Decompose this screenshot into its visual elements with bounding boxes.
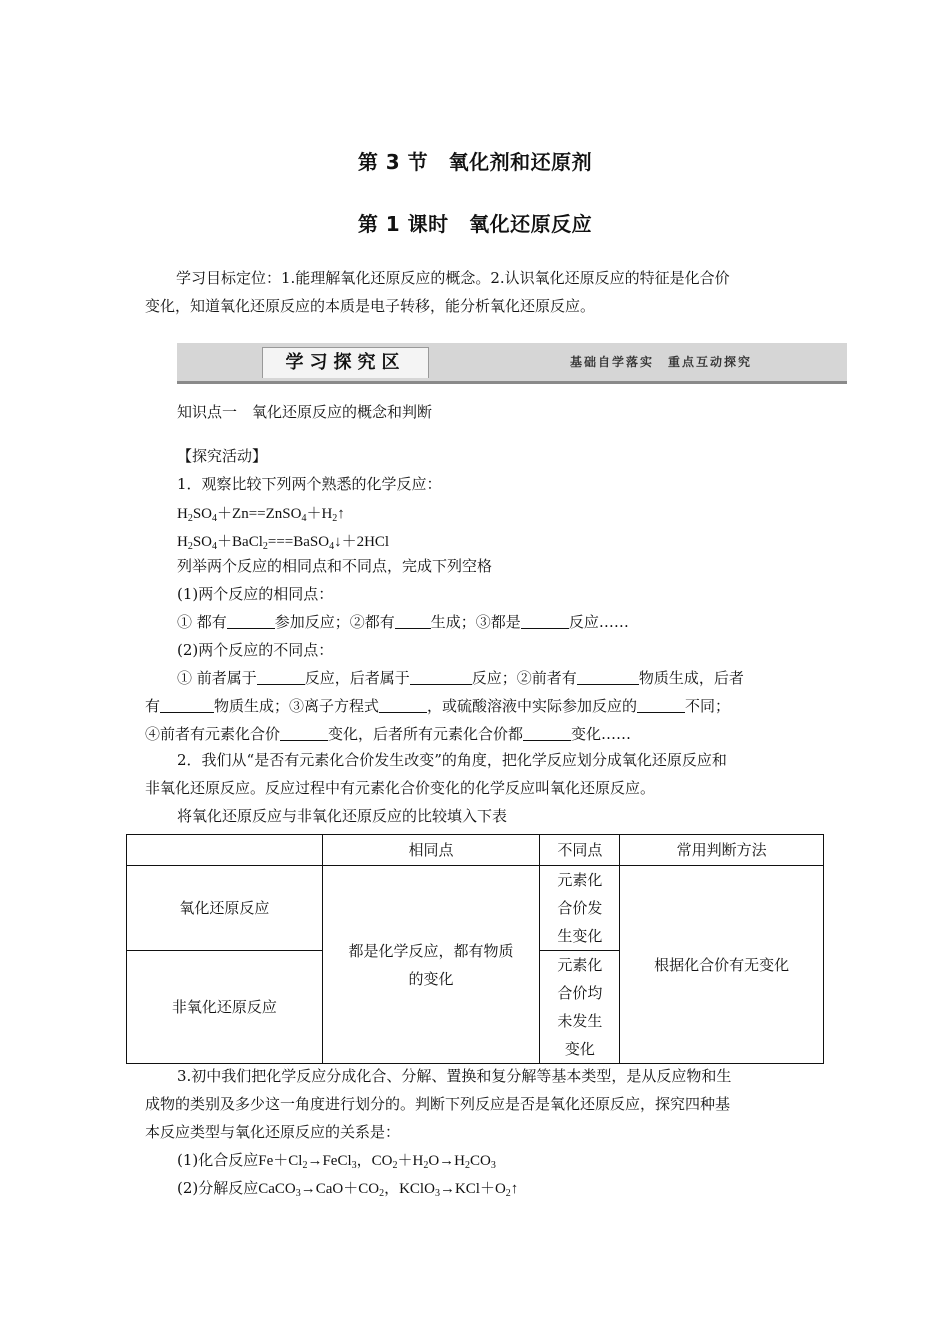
blank[interactable]: [395, 614, 431, 629]
cell-line: 未发生: [557, 1012, 603, 1030]
text: ④前者有元素化合价: [145, 725, 281, 743]
objectives-line-1: 学习目标定位：1.能理解氧化还原反应的概念。2.认识氧化还原反应的特征是化合价: [176, 269, 730, 287]
blank[interactable]: [577, 670, 639, 685]
header-cell: [127, 835, 323, 866]
cell-line: 都是化学反应，都有物质: [348, 941, 514, 960]
text: 变化，后者所有元素化合价都: [328, 725, 524, 743]
same-heading: (1)两个反应的相同点：: [177, 585, 334, 603]
question-1: 1．观察比较下列两个熟悉的化学反应：: [177, 475, 442, 493]
table-header-row: [127, 835, 824, 866]
cell-line: 合价发: [557, 899, 603, 917]
header-cell: 不同点: [540, 835, 620, 866]
header-cell: 常用判断方法: [620, 835, 824, 866]
question-2-line-1: 2．我们从“是否有元素化合价发生改变”的角度，把化学反应划分成氧化还原反应和: [177, 751, 727, 769]
banner-tab-label: 学习探究区: [262, 347, 429, 378]
row-label-redox: 氧化还原反应: [127, 866, 323, 951]
text: 有: [145, 697, 161, 715]
row-label-non-redox: 非氧化还原反应: [127, 951, 323, 1064]
same-line: [177, 608, 629, 636]
blank[interactable]: [410, 670, 472, 685]
cell-line: 变化: [564, 1040, 595, 1058]
q3-item-1: [177, 1146, 496, 1175]
activity-label: 【探究活动】: [177, 447, 268, 465]
reaction-2: $H_2SO_4+BaCl_2===BaSO_4↓+2HCl$: [177, 534, 390, 552]
diff-redox-cell: [540, 866, 620, 951]
cell-line: 合价均: [557, 984, 603, 1002]
table-intro: 将氧化还原反应与非氧化还原反应的比较填入下表: [177, 807, 508, 825]
diff-line-3: [145, 720, 631, 748]
blank[interactable]: [379, 698, 427, 713]
section-banner: [177, 343, 847, 384]
cell-line: 元素化: [557, 956, 603, 974]
text: 反应；②前者有: [471, 669, 577, 687]
question-3-line-2: 成物的类别及多少这一角度进行划分的。判断下列反应是否是氧化还原反应，探究四种基: [145, 1095, 731, 1113]
reaction-1: $H_2SO_4+Zn==ZnSO_4+H_2↑$: [177, 506, 345, 524]
method-cell: 根据化合价有无变化: [620, 866, 824, 1064]
cell-line: 元素化: [557, 871, 603, 889]
blank[interactable]: [523, 726, 571, 741]
lesson-title: 第 1 课时 氧化还原反应: [357, 212, 593, 236]
blank[interactable]: [637, 698, 685, 713]
diff-line-2: [145, 692, 730, 720]
q3-item-2: [177, 1174, 518, 1203]
question-3-line-3: 本反应类型与氧化还原反应的关系是：: [145, 1123, 401, 1141]
text: 参加反应；②都有: [274, 613, 395, 631]
diff-heading: (2)两个反应的不同点：: [177, 641, 334, 659]
question-3-line-1: 3.初中我们把化学反应分成化合、分解、置换和复分解等基本类型，是从反应物和生: [177, 1067, 732, 1085]
text: 物质生成，后者: [638, 669, 744, 687]
common-point-cell: [322, 866, 540, 1064]
diff-line-1: [177, 664, 744, 692]
text: (2)分解反应: [177, 1179, 259, 1197]
blank[interactable]: [257, 670, 305, 685]
equations: $CaCO_3\to CaO+CO_2$，$KClO_3\to KCl+O_2↑$: [258, 1181, 519, 1199]
diff-non-redox-cell: [540, 951, 620, 1064]
blank[interactable]: [160, 698, 214, 713]
blank[interactable]: [227, 614, 275, 629]
text: ① 前者属于: [177, 669, 257, 687]
knowledge-heading: 知识点一 氧化还原反应的概念和判断: [177, 403, 433, 421]
cell-line: 的变化: [408, 969, 454, 988]
objectives-line-2: 变化，知道氧化还原反应的本质是电子转移，能分析氧化还原反应。: [145, 297, 596, 315]
list-prompt: 列举两个反应的相同点和不同点，完成下列空格: [177, 557, 493, 575]
text: ① 都有: [177, 613, 227, 631]
equations: $Fe+Cl_2\to FeCl_3$，$CO_2+H_2O\to H_2CO_3$: [258, 1153, 496, 1171]
question-2-line-2: 非氧化还原反应。反应过程中有元素化合价变化的化学反应叫氧化还原反应。: [145, 779, 656, 797]
text: (1)化合反应: [177, 1151, 259, 1169]
text: 反应……: [568, 613, 629, 631]
section-title: 第 3 节 氧化剂和还原剂: [357, 150, 593, 174]
text: 变化……: [571, 725, 632, 743]
blank[interactable]: [521, 614, 569, 629]
text: 生成；③都是: [430, 613, 521, 631]
text: ，或硫酸溶液中实际参加反应的: [427, 697, 638, 715]
text: 不同；: [685, 697, 731, 715]
text: 物质生成；③离子方程式: [214, 697, 380, 715]
banner-right-label: 基础自学落实 重点互动探究: [569, 355, 752, 369]
cell-line: 生变化: [557, 927, 603, 945]
table-row: [127, 866, 824, 951]
comparison-table: [126, 834, 824, 1064]
header-cell: 相同点: [322, 835, 540, 866]
text: 反应，后者属于: [304, 669, 410, 687]
blank[interactable]: [280, 726, 328, 741]
